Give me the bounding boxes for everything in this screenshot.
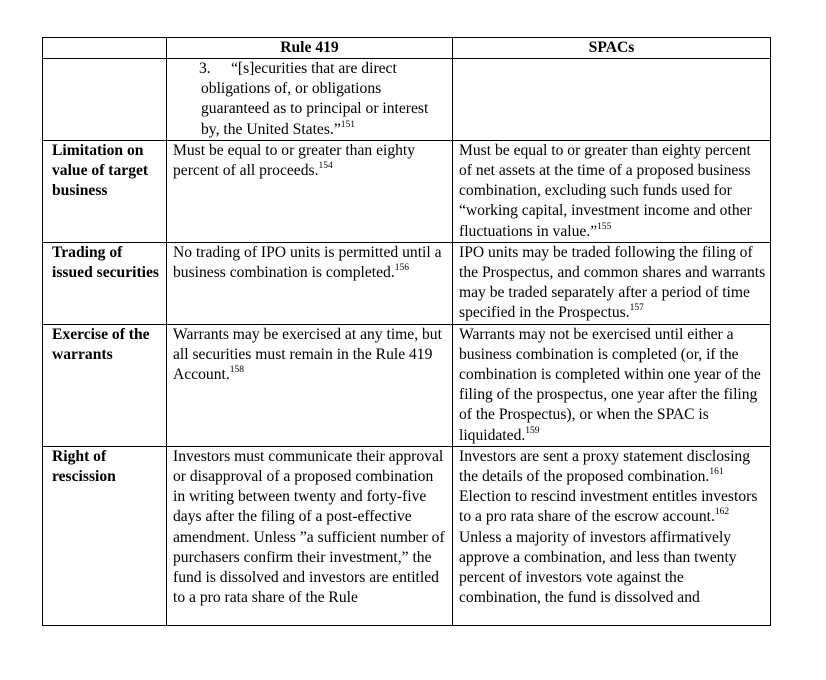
continuation-row: [43, 59, 771, 141]
continuation-spacs-cell: [453, 59, 771, 141]
header-rule-419: Rule 419: [167, 38, 453, 59]
footnote-ref: 154: [318, 161, 333, 172]
spacs-text-part1: Investors are sent a proxy statement disclosing the details of the proposed combination.: [459, 447, 751, 486]
rule419-cell: [167, 324, 453, 446]
table-row: [43, 242, 771, 324]
header-row: [43, 38, 771, 59]
spacs-cell: [453, 140, 771, 242]
footnote-ref: 157: [629, 303, 644, 314]
footnote-ref: 156: [394, 263, 409, 274]
table-row: [43, 324, 771, 446]
table-row: [43, 446, 771, 625]
row-label-trading: Trading of issued securities: [43, 242, 167, 324]
footnote-ref: 161: [709, 467, 724, 478]
spacs-text-part3: Unless a majority of investors affirmatively approve a combination, and less than twenty percent of investors vote against the combination, the fund is dissolved and: [459, 528, 737, 607]
rule419-text: Investors must communicate their approval or disapproval of a proposed combination in writing between twenty and forty-five days after the filing of a post-effective amendment. Unless ”a sufficient number of purchasers confirm their investment,” the fund is dissolved and investors are entitled to a pro rata share of the Rule: [173, 447, 445, 607]
rule419-text: Must be equal to or greater than eighty percent of all proceeds.: [173, 141, 416, 180]
comparison-table: [42, 37, 771, 626]
spacs-text-part2: Election to rescind investment entitles investors to a pro rata share of the escrow account.: [459, 488, 758, 526]
header-spacs: SPACs: [453, 38, 771, 59]
rule419-cell: [167, 242, 453, 324]
footnote-ref: 159: [525, 425, 540, 436]
spacs-cell: [453, 446, 771, 625]
footnote-ref: 158: [229, 365, 244, 376]
rule419-cell: [167, 140, 453, 242]
continuation-label-cell: [43, 59, 167, 141]
spacs-text: Warrants may not be exercised until either a business combination is completed (or, if the combination is completed within one year of the filing of the prospectus, one year after the filing of the Prospectus), or when the SPAC is liquidated.: [459, 325, 761, 444]
row-label-limitation: Limitation on value of target business: [43, 140, 167, 242]
row-label-rescission: Right of rescission: [43, 446, 167, 625]
spacs-text: IPO units may be traded following the filing of the Prospectus, and common shares and warrants may be traded separately after a period of time specified in the Prospectus.: [459, 243, 766, 322]
spacs-cell: [453, 324, 771, 446]
table-row: [43, 140, 771, 242]
spacs-text: Must be equal to or greater than eighty percent of net assets at the time of a proposed business combination, excluding such funds used for “working capital, investment income and other fluctuations in value.”: [459, 141, 752, 240]
footnote-ref: 155: [597, 221, 612, 232]
continuation-rule419-cell: [167, 59, 453, 141]
list-number: 3.: [199, 60, 211, 77]
spacs-cell: [453, 242, 771, 324]
row-label-warrants: Exercise of the warrants: [43, 324, 167, 446]
rule419-cell: [167, 446, 453, 625]
continuation-rule419-text: “[s]ecurities that are direct obligations of, or obligations guaranteed as to principal or interest by, the United States.”: [201, 60, 429, 138]
footnote-ref: 162: [714, 507, 730, 518]
rule419-text: Warrants may be exercised at any time, but all securities must remain in the Rule 419 Account.: [173, 325, 442, 384]
rule419-text: No trading of IPO units is permitted until a business combination is completed.: [173, 243, 442, 282]
header-empty: [43, 38, 167, 59]
footnote-ref: 151: [340, 119, 355, 130]
